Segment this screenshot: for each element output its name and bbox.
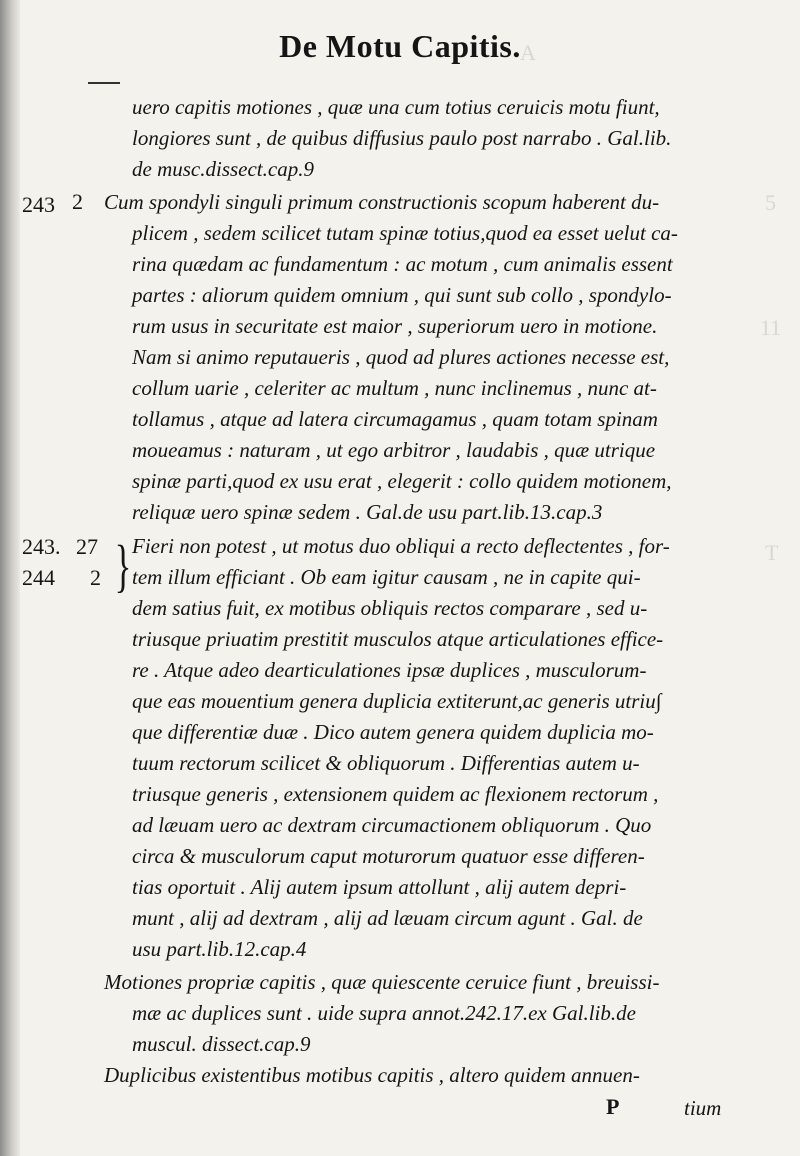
text-line: re . Atque adeo dearticulationes ipsæ duplices , musculorum-: [132, 658, 647, 682]
text-line: mæ ac duplices sunt . uide supra annot.242.17.ex Gal.lib.de: [132, 1001, 636, 1025]
text-line: tem illum efficiant . Ob eam igitur causam , ne in capite qui-: [132, 565, 641, 589]
decorative-rule: [88, 82, 120, 84]
margin-page-number: 243: [22, 192, 55, 217]
catchword: tium: [684, 1096, 722, 1120]
text-line: triusque generis , extensionem quidem ac flexionem rectorum ,: [132, 782, 659, 806]
text-line: Fieri non potest , ut motus duo obliqui a recto deflectentes , for-: [132, 534, 670, 558]
text-line: collum uarie , celeriter ac multum , nunc inclinemus , nunc at-: [132, 376, 657, 400]
text-line: Motiones propriæ capitis , quæ quiescente ceruice fiunt , breuissi-: [104, 970, 660, 994]
margin-page-number: 243.: [22, 534, 61, 559]
text-line: plicem , sedem scilicet tutam spinæ totius,quod ea esset uelut ca-: [132, 221, 678, 245]
text-line: triusque priuatim prestitit musculos atque articulationes effice-: [132, 627, 664, 651]
text-line: Cum spondyli singuli primum constructionis scopum haberent du-: [104, 190, 660, 214]
text-line: uero capitis motiones , quæ una cum totius ceruicis motu fiunt,: [132, 95, 660, 119]
curly-brace-icon: }: [114, 533, 132, 598]
text-line: Duplicibus existentibus motibus capitis , altero quidem annuen-: [104, 1063, 640, 1087]
text-line: Nam si animo reputaueris , quod ad plures actiones necesse est,: [132, 345, 670, 369]
margin-reference: 27: [76, 534, 98, 559]
text-line: que differentiæ duæ . Dico autem genera quidem duplicia mo-: [132, 720, 654, 744]
text-line: de musc.dissect.cap.9: [132, 157, 314, 181]
signature-mark: P: [606, 1094, 620, 1119]
margin-page-number: 244: [22, 565, 55, 590]
text-line: partes : aliorum quidem omnium , qui sunt sub collo , spondylo-: [132, 283, 672, 307]
text-line: muscul. dissect.cap.9: [132, 1032, 311, 1056]
text-line: longiores sunt , de quibus diffusius paulo post narrabo . Gal.lib.: [132, 126, 672, 150]
margin-reference: 2: [72, 189, 83, 214]
margin-reference: 2: [90, 565, 101, 590]
text-line: ad læuam uero ac dextram circumactionem obliquorum . Quo: [132, 813, 652, 837]
bleed-through-text: 11: [760, 315, 782, 340]
text-line: rum usus in securitate est maior , superiorum uero in motione.: [132, 314, 658, 338]
page-title: De Motu Capitis.: [279, 28, 521, 64]
text-line: spinæ parti,quod ex usu erat , elegerit : collo quidem motionem,: [132, 469, 672, 493]
text-line: munt , alij ad dextram , alij ad læuam circum agunt . Gal. de: [132, 906, 643, 930]
text-line: tias oportuit . Alij autem ipsum attollunt , alij autem depri-: [132, 875, 627, 899]
text-line: circa & musculorum caput moturorum quatuor esse differen-: [132, 844, 645, 868]
text-line: tollamus , atque ad latera circumagamus , quam totam spinam: [132, 407, 658, 431]
text-line: rina quædam ac fundamentum : ac motum , cum animalis essent: [132, 252, 673, 276]
bleed-through-text: A: [520, 40, 536, 65]
text-line: que eas mouentium genera duplicia extiterunt,ac generis utriu∫: [132, 689, 662, 713]
text-line: moueamus : naturam , ut ego arbitror , laudabis , quæ utrique: [132, 438, 656, 462]
text-line: dem satius fuit, ex motibus obliquis rectos comparare , sed u-: [132, 596, 648, 620]
bleed-through-text: 5: [765, 190, 776, 215]
bleed-through-text: T: [765, 540, 779, 565]
text-line: reliquæ uero spinæ sedem . Gal.de usu part.lib.13.cap.3: [132, 500, 603, 524]
text-line: tuum rectorum scilicet & obliquorum . Differentias autem u-: [132, 751, 640, 775]
text-line: usu part.lib.12.cap.4: [132, 937, 307, 961]
